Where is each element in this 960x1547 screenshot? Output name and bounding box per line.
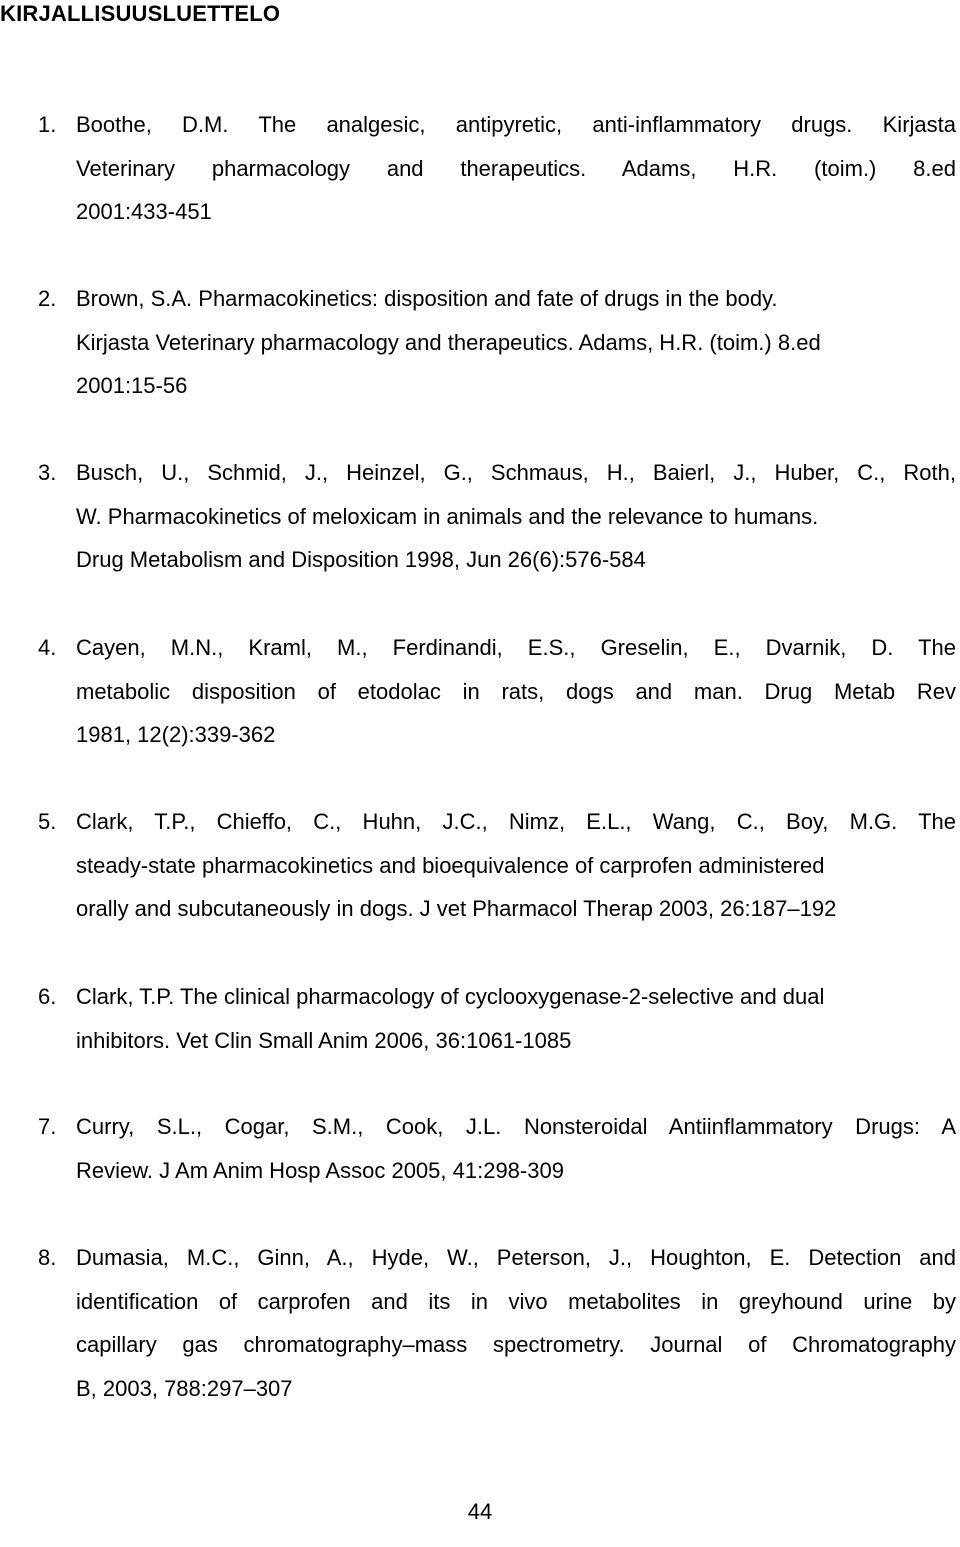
reference-line: inhibitors. Vet Clin Small Anim 2006, 36:1061-1085: [76, 1027, 572, 1053]
reference-number: 4.: [38, 635, 57, 660]
reference-line: B, 2003, 788:297–307: [76, 1375, 293, 1401]
reference-text: [76, 626, 956, 757]
reference-number: 5.: [38, 809, 57, 834]
reference-line: Busch, U., Schmid, J., Heinzel, G., Schmaus, H., Baierl, J., Huber, C., Roth,: [76, 460, 956, 485]
reference-line: Veterinary pharmacology and therapeutics. Adams, H.R. (toim.) 8.ed: [76, 155, 956, 181]
reference-number: 3.: [38, 460, 57, 485]
reference-line: Drug Metabolism and Disposition 1998, Jun 26(6):576-584: [76, 547, 646, 572]
reference-line: Clark, T.P. The clinical pharmacology of cyclooxygenase-2-selective and dual: [76, 984, 825, 1009]
reference-number: 7.: [38, 1114, 57, 1139]
reference-line: 2001:15-56: [76, 373, 188, 398]
reference-line: Cayen, M.N., Kraml, M., Ferdinandi, E.S., Greselin, E., Dvarnik, D. The: [76, 635, 956, 660]
reference-text: [76, 103, 956, 234]
reference-number: 2.: [38, 286, 57, 311]
reference-text: [76, 1105, 956, 1192]
reference-line: steady-state pharmacokinetics and bioequivalence of carprofen administered: [76, 852, 825, 878]
reference-number: 6.: [38, 984, 57, 1009]
reference-line: orally and subcutaneously in dogs. J vet Pharmacol Therap 2003, 26:187–192: [76, 896, 837, 921]
reference-line: Boothe, D.M. The analgesic, antipyretic, anti-inflammatory drugs. Kirjasta: [76, 112, 956, 137]
reference-line: identification of carprofen and its in vivo metabolites in greyhound urine by: [76, 1288, 956, 1314]
reference-line: Curry, S.L., Cogar, S.M., Cook, J.L. Nonsteroidal Antiinflammatory Drugs: A: [76, 1114, 956, 1139]
reference-line: Clark, T.P., Chieffo, C., Huhn, J.C., Nimz, E.L., Wang, C., Boy, M.G. The: [76, 809, 956, 834]
reference-number: 8.: [38, 1245, 57, 1270]
page-number: 44: [467, 1499, 493, 1524]
reference-line: Dumasia, M.C., Ginn, A., Hyde, W., Peterson, J., Houghton, E. Detection and: [76, 1245, 956, 1270]
reference-line: Kirjasta Veterinary pharmacology and therapeutics. Adams, H.R. (toim.) 8.ed: [76, 329, 821, 355]
reference-text: [76, 277, 956, 408]
page-title: KIRJALLISUUSLUETTELO: [0, 1, 281, 26]
reference-line: metabolic disposition of etodolac in rats, dogs and man. Drug Metab Rev: [76, 678, 956, 704]
reference-text: [76, 975, 956, 1062]
reference-line: Brown, S.A. Pharmacokinetics: disposition and fate of drugs in the body.: [76, 286, 778, 311]
reference-text: [76, 1236, 956, 1410]
reference-text: [76, 800, 956, 931]
reference-line: 1981, 12(2):339-362: [76, 722, 276, 747]
reference-number: 1.: [38, 112, 57, 137]
reference-text: [76, 451, 956, 582]
reference-line: Review. J Am Anim Hosp Assoc 2005, 41:298-309: [76, 1157, 564, 1183]
reference-line: 2001:433-451: [76, 199, 212, 224]
reference-line: W. Pharmacokinetics of meloxicam in animals and the relevance to humans.: [76, 503, 819, 529]
reference-line: capillary gas chromatography–mass spectrometry. Journal of Chromatography: [76, 1332, 956, 1357]
